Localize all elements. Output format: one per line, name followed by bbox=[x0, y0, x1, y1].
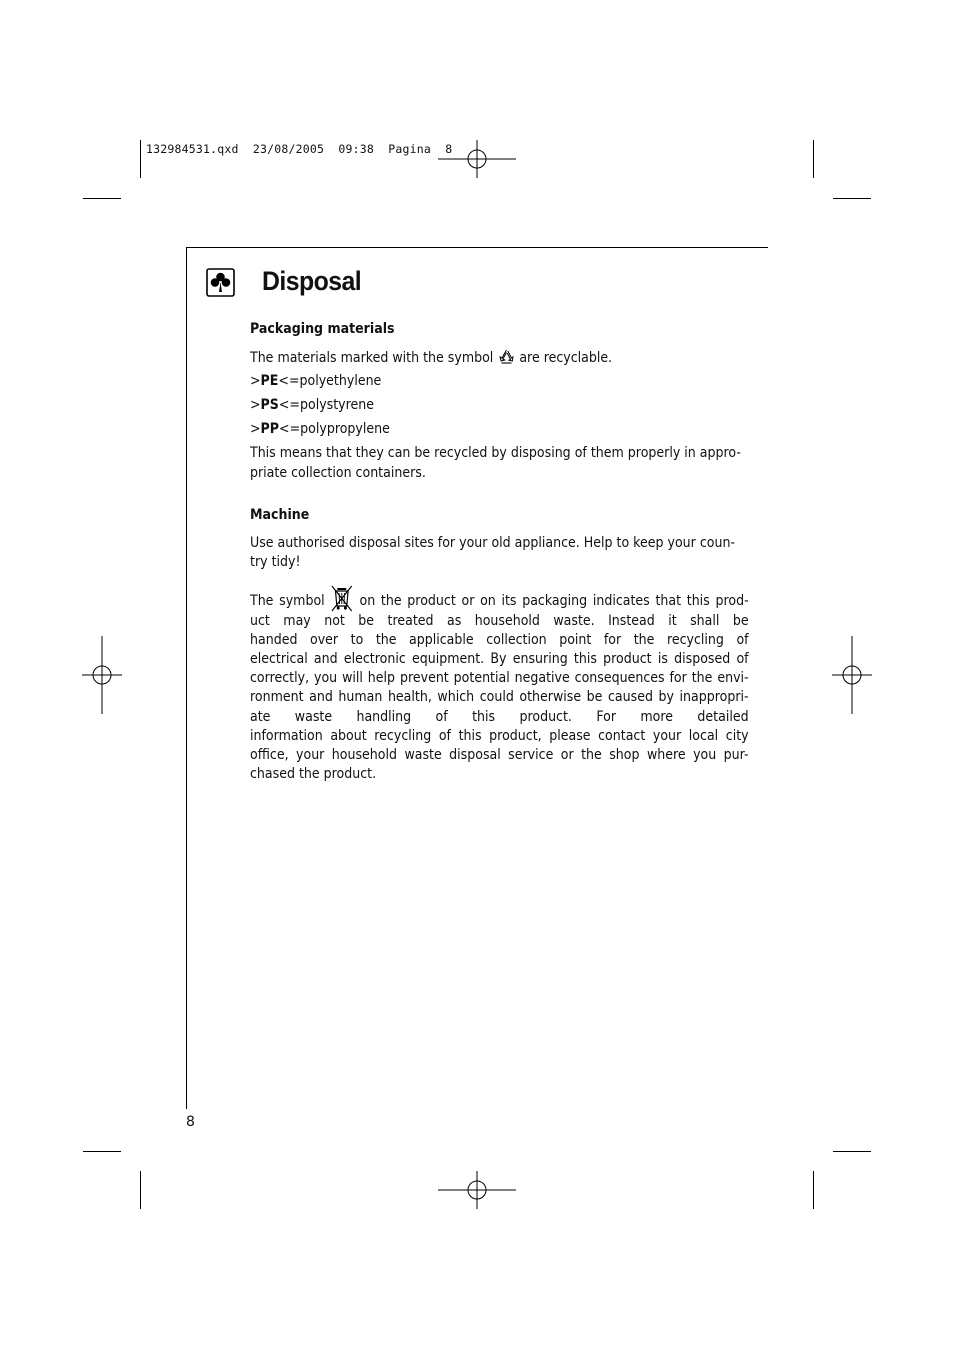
material-item: >PE<=polyethylene bbox=[250, 373, 382, 390]
crop-mark-bottom-right-h bbox=[833, 1151, 871, 1152]
crop-mark-bottom-left-h bbox=[83, 1151, 121, 1152]
crossed-bin-icon bbox=[330, 584, 353, 612]
material-item: >PS<=polystyrene bbox=[250, 397, 375, 414]
header-rule bbox=[186, 247, 768, 248]
crop-mark-top-right-h bbox=[833, 198, 871, 199]
machine-paragraph-2: The symbol on the product or on its packaging indicates that this prod- uct may not be treated as household waste. Instead it shall be handed over to the applicable collection point for the recycling of electrical and electronic equipment. By ensuring this product is disposed of correctly, you will help prevent potential negative consequences for the envi- ronment and human health, which could otherwise be caused by inappropri- ate waste handling of this product. For more detailed information about recycling of this product, please contact your local city office, your household waste disposal service or the shop where you pur- chased the product. bbox=[250, 584, 749, 785]
material-item: >PP<=polypropylene bbox=[250, 421, 390, 438]
page-title: Disposal bbox=[262, 266, 362, 296]
packaging-note: This means that they can be recycled by disposing of them properly in appro- priate collection containers. bbox=[250, 445, 741, 481]
crop-mark-top-left-h bbox=[83, 198, 121, 199]
machine-paragraph-1: Use authorised disposal sites for your old appliance. Help to keep your coun- try tidy! bbox=[250, 535, 736, 571]
registration-mark-icon bbox=[438, 1171, 518, 1209]
machine-heading: Machine bbox=[250, 507, 310, 523]
registration-mark-icon bbox=[832, 636, 872, 714]
crop-mark-top-right-v bbox=[813, 140, 814, 178]
registration-mark-icon bbox=[438, 140, 518, 178]
machine-section bbox=[250, 506, 749, 784]
crop-mark-bottom-left-v bbox=[140, 1171, 141, 1209]
margin-rule bbox=[186, 247, 187, 1109]
packaging-intro: The materials marked with the symbol are recyclable. bbox=[250, 350, 613, 367]
recycle-icon bbox=[497, 348, 515, 366]
packaging-section bbox=[250, 320, 749, 483]
page-number: 8 bbox=[186, 1114, 195, 1130]
crop-mark-bottom-right-v bbox=[813, 1171, 814, 1209]
print-slug: 132984531.qxd 23/08/2005 09:38 Pagina 8 bbox=[146, 142, 453, 156]
registration-mark-icon bbox=[82, 636, 122, 714]
crop-mark-top-left-v bbox=[140, 140, 141, 178]
clover-icon bbox=[206, 268, 235, 297]
packaging-heading: Packaging materials bbox=[250, 321, 395, 337]
